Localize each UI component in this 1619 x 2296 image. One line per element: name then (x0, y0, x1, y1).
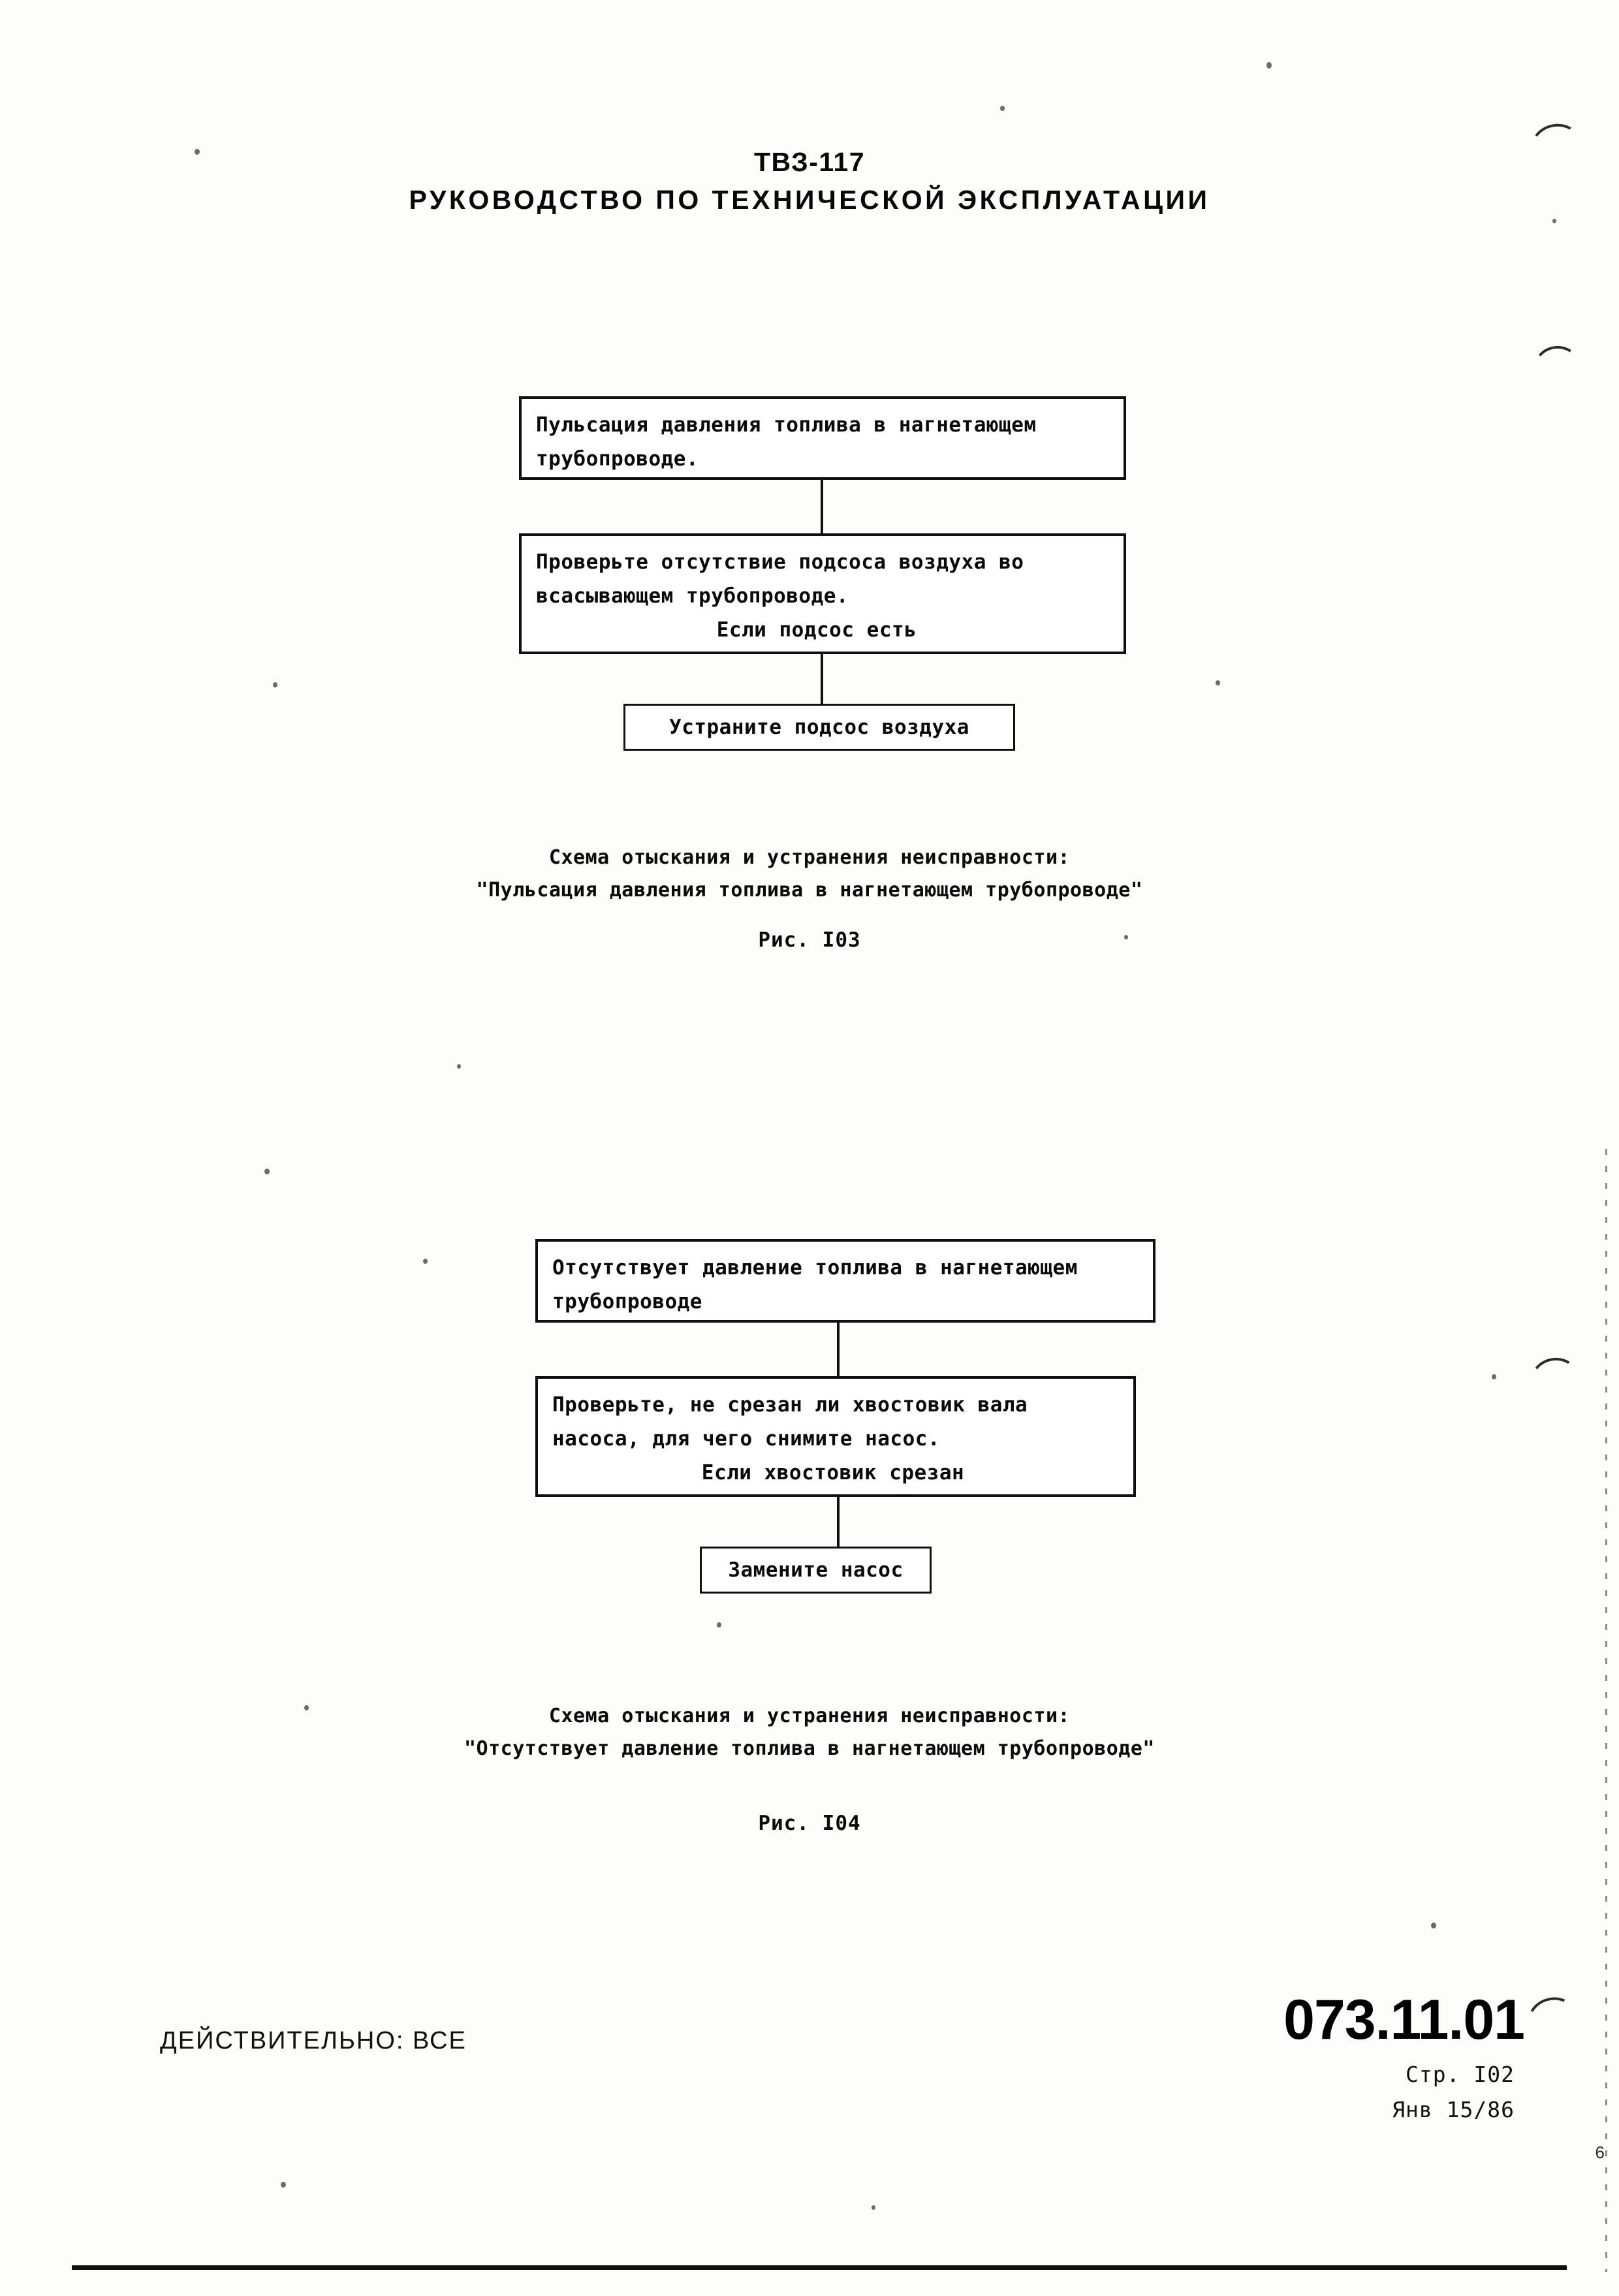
fig103-connector-1 (821, 480, 823, 533)
fig103-label: Рис. I03 (758, 928, 861, 952)
scan-speck (1216, 680, 1220, 685)
fig104-check-line-2: насоса, для чего снимите насос. (552, 1427, 941, 1451)
scan-speck (273, 682, 277, 687)
scan-speck (1552, 219, 1556, 223)
scan-speck (872, 2205, 875, 2210)
scan-artifact-arc-lower (1522, 1991, 1583, 2047)
fig103-caption-line-1: Схема отыскания и устранения неисправности: (548, 846, 1071, 869)
scan-speck (457, 1064, 461, 1069)
scan-speck (195, 149, 200, 155)
scan-speck (281, 2182, 286, 2188)
page-number: Стр. I02 (1406, 2062, 1515, 2087)
scan-speck (717, 1622, 721, 1628)
scan-speck (264, 1169, 270, 1174)
scan-speck (304, 1705, 309, 1710)
fig103-check-line-1: Проверьте отсутствие подсоса воздуха во (536, 550, 1024, 574)
margin-mark: 6 (1595, 2143, 1605, 2162)
scan-speck (1492, 1374, 1496, 1379)
revision-date: Янв 15/86 (1392, 2097, 1515, 2122)
scan-artifact-arc-upper (1532, 343, 1582, 390)
fig103-remedy-box (623, 704, 1015, 751)
scan-speck (1431, 1923, 1436, 1928)
fig104-connector-1 (837, 1323, 840, 1376)
scan-speck (423, 1259, 428, 1264)
scan-speck (1000, 106, 1005, 111)
fig104-caption-line-1: Схема отыскания и устранения неисправности: (548, 1705, 1071, 1727)
fig103-connector-2 (821, 654, 823, 704)
fig104-remedy-box (700, 1547, 932, 1594)
effectivity-statement: ДЕЙСТВИТЕЛЬНО: ВСЕ (160, 2027, 467, 2054)
page-header-manual-title: РУКОВОДСТВО ПО ТЕХНИЧЕСКОЙ ЭКСПЛУАТАЦИИ (409, 185, 1210, 215)
fig103-fault-line-2: трубопроводе. (536, 447, 699, 471)
fig104-label: Рис. I04 (758, 1812, 861, 1835)
fig103-check-condition: Если подсос есть (716, 618, 917, 642)
fig104-check-condition: Если хвостовик срезан (701, 1461, 965, 1485)
fig104-check-line-1: Проверьте, не срезан ли хвостовик вала (552, 1393, 1028, 1417)
document-number: 073.11.01 (1283, 1989, 1524, 2051)
fig104-fault-box (535, 1239, 1155, 1323)
fig104-check-box (535, 1376, 1136, 1497)
fig104-connector-2 (837, 1497, 840, 1547)
fig103-check-box (519, 533, 1126, 654)
fig103-check-line-2: всасывающем трубопроводе. (536, 584, 849, 608)
scan-artifact-arc-mid (1528, 1354, 1582, 1405)
scan-artifact-edge-dashes (1605, 1149, 1607, 2272)
fig103-fault-box (519, 396, 1126, 480)
page-header-engine-model: ТВЗ-117 (753, 147, 866, 177)
fig103-caption-line-2: "Пульсация давления топлива в нагнетающем трубопроводе" (476, 879, 1143, 902)
fig103-remedy-text: Устраните подсос воздуха (669, 716, 969, 739)
fig103-fault-line-1: Пульсация давления топлива в нагнетающем (536, 413, 1037, 437)
fig104-caption-line-2: "Отсутствует давление топлива в нагнетающем трубопроводе" (464, 1737, 1155, 1760)
fig104-fault-line-2: трубопроводе (552, 1290, 702, 1313)
scan-speck (1124, 935, 1128, 939)
fig104-remedy-text: Замените насос (728, 1558, 904, 1582)
bottom-rule (72, 2265, 1567, 2270)
fig104-fault-line-1: Отсутствует давление топлива в нагнетающем (552, 1256, 1078, 1280)
scan-speck (1266, 62, 1272, 69)
